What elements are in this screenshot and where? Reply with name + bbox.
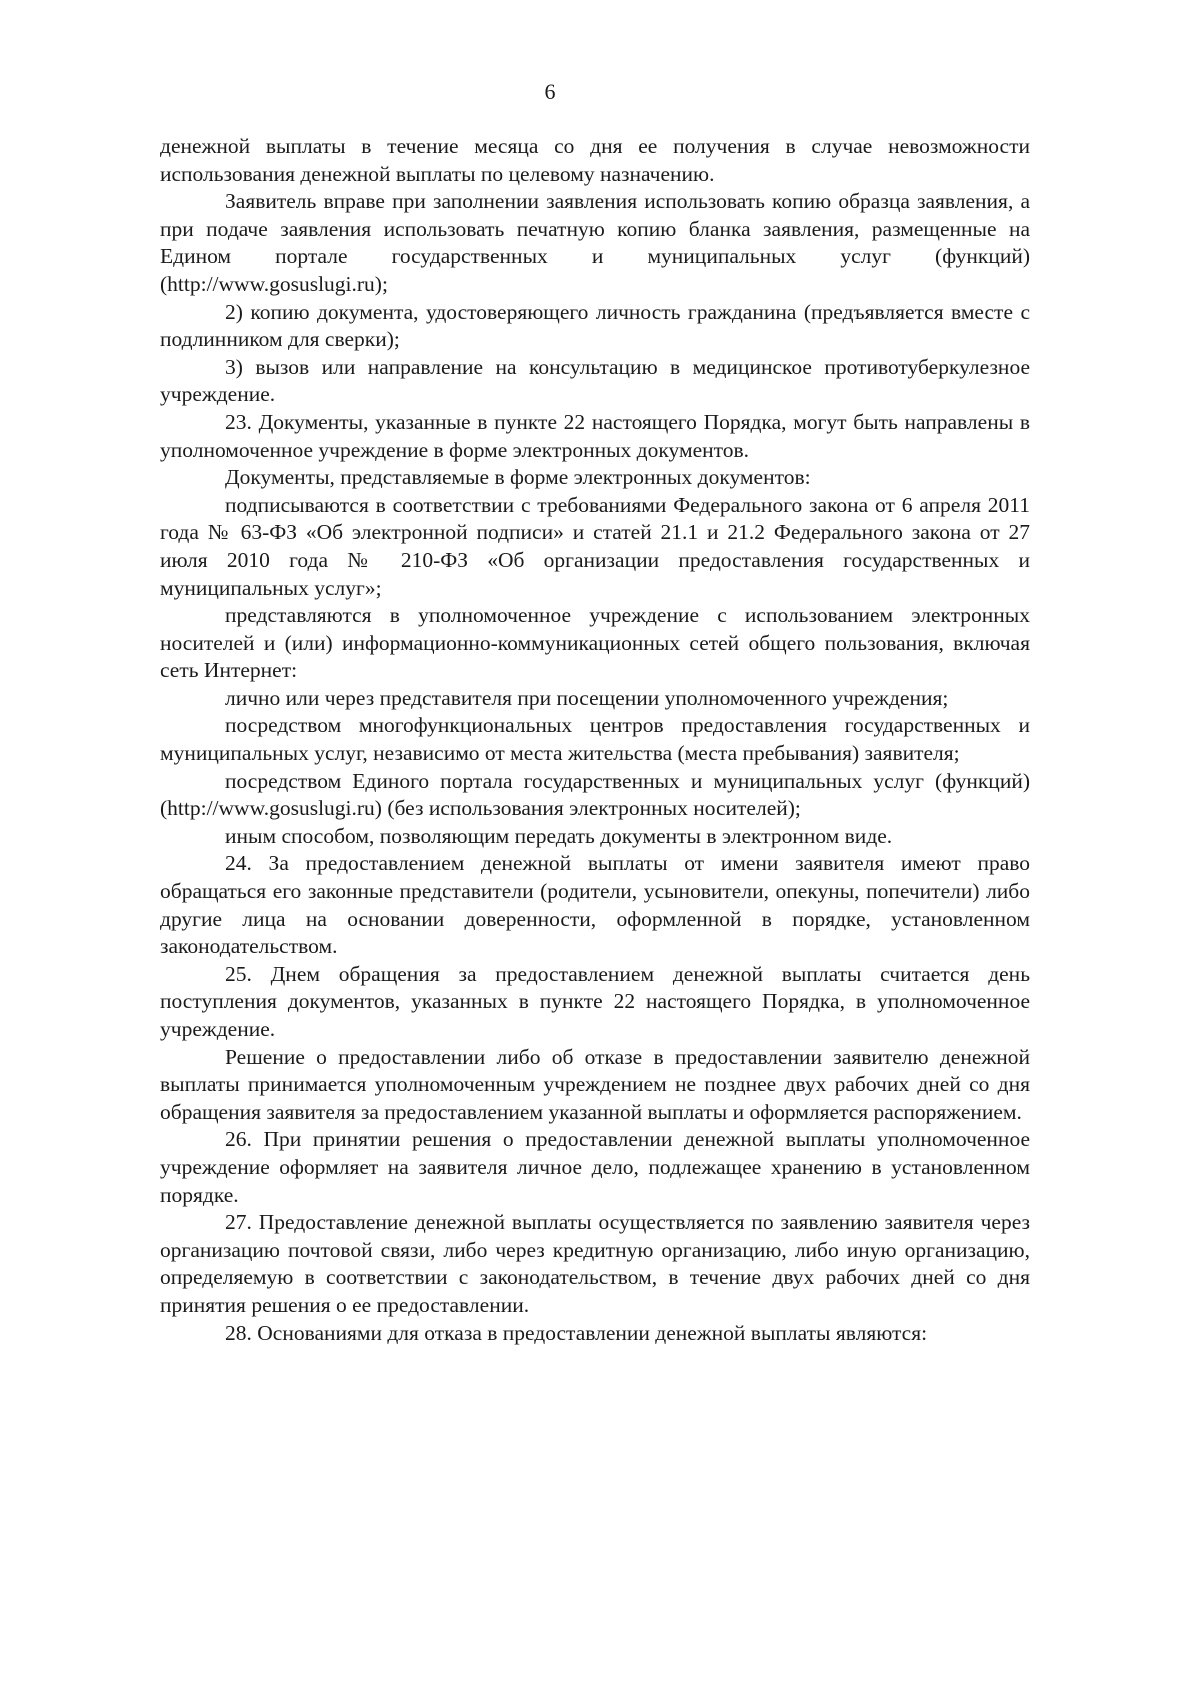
paragraph: 23. Документы, указанные в пункте 22 настоящего Порядка, могут быть направлены в уполномоченное учреждение в форме электронных документов. <box>160 409 1030 462</box>
paragraph: 2) копию документа, удостоверяющего личность гражданина (предъявляется вместе с подлинником для сверки); <box>160 299 1030 352</box>
paragraph: лично или через представителя при посещении уполномоченного учреждения; <box>225 685 949 710</box>
page-number: 6 <box>544 79 556 104</box>
paragraph: 3) вызов или направление на консультацию в медицинское противотуберкулезное учреждение. <box>160 354 1030 407</box>
paragraph: Документы, представляемые в форме электронных документов: <box>225 465 811 490</box>
document-body <box>160 133 1030 1347</box>
paragraph: 25. Днем обращения за предоставлением денежной выплаты считается день поступления документов, указанных в пункте 22 настоящего Порядка, в уполномоченное учреждение. <box>160 961 1030 1041</box>
paragraph: денежной выплаты в течение месяца со дня ее получения в случае невозможности использования денежной выплаты по целевому назначению. <box>160 134 1030 186</box>
paragraph: посредством Единого портала государственных и муниципальных услуг (функций) (http://www.gosuslugi.ru) (без использования электронных носителей); <box>160 768 1030 821</box>
paragraph: 28. Основаниями для отказа в предоставлении денежной выплаты являются: <box>225 1320 928 1345</box>
paragraph: Решение о предоставлении либо об отказе в предоставлении заявителю денежной выплаты принимается уполномоченным учреждением не позднее двух рабочих дней со дня обращения заявителя за предоставлением указанной выплаты и оформляется распоряжением. <box>160 1044 1030 1124</box>
paragraph: подписываются в соответствии с требованиями Федерального закона от 6 апреля 2011 года № 63-ФЗ «Об электронной подписи» и статей 21.1 и 21.2 Федерального закона от 27 июля 2010 года № 210-ФЗ «Об организации предоставления государственных и муниципальных услуг»; <box>160 492 1030 600</box>
paragraph: представляются в уполномоченное учреждение с использованием электронных носителей и (или) информационно-коммуникационных сетей общего пользования, включая сеть Интернет: <box>160 603 1030 683</box>
paragraph: Заявитель вправе при заполнении заявления использовать копию образца заявления, а при подаче заявления использовать печатную копию бланка заявления, размещенные на Едином портале государственных и муниципальных услуг (функций) (http://www.gosuslugi.ru); <box>160 189 1030 296</box>
paragraph: посредством многофункциональных центров предоставления государственных и муниципальных услуг, независимо от места жительства (места пребывания) заявителя; <box>160 713 1030 766</box>
paragraph: 24. За предоставлением денежной выплаты от имени заявителя имеют право обращаться его законные представители (родители, усыновители, опекуны, попечители) либо другие лица на основании доверенности, оформленной в порядке, установленном законодательством. <box>160 851 1030 959</box>
paragraph: 27. Предоставление денежной выплаты осуществляется по заявлению заявителя через организацию почтовой связи, либо через кредитную организацию, либо иную организацию, определяемую в соответствии с законодательством, в течение двух рабочих дней со дня принятия решения о ее предоставлении. <box>160 1210 1030 1317</box>
paragraph: иным способом, позволяющим передать документы в электронном виде. <box>225 823 893 848</box>
paragraph: 26. При принятии решения о предоставлении денежной выплаты уполномоченное учреждение оформляет на заявителя личное дело, подлежащее хранению в установленном порядке. <box>160 1127 1030 1207</box>
